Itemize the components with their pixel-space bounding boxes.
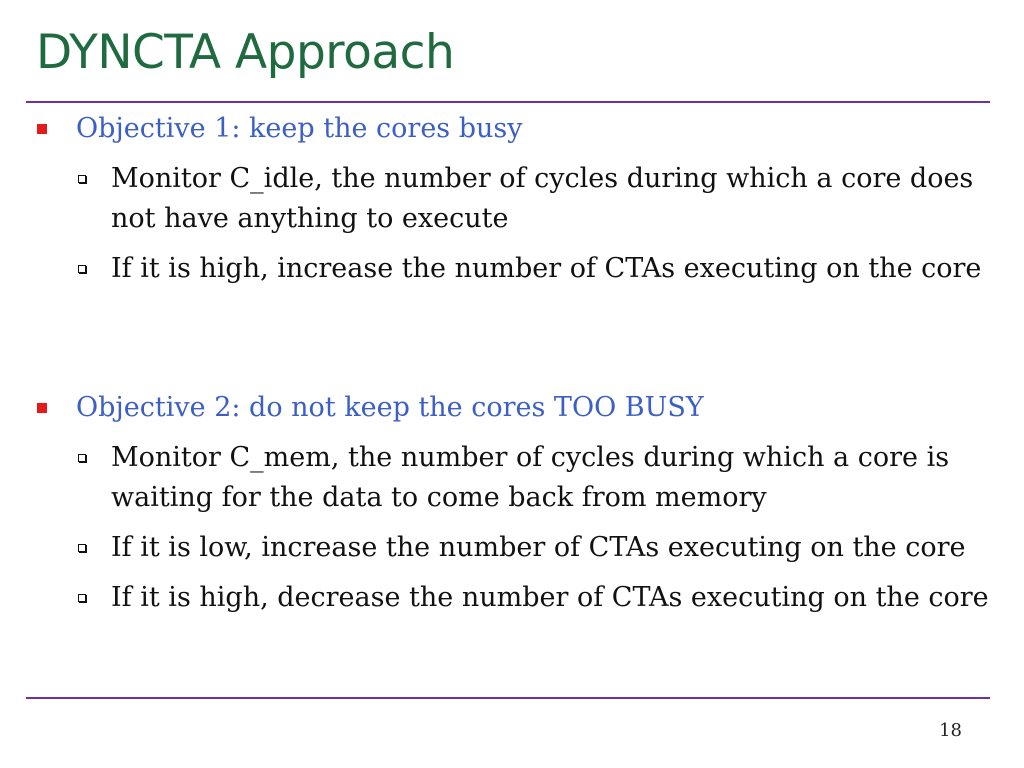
square-bullet-icon <box>37 124 47 134</box>
sub-bullet-text: Monitor C_idle, the number of cycles during which a core does not have anything to execute <box>111 163 974 234</box>
hollow-square-bullet-icon <box>78 175 86 183</box>
sub-bullet <box>111 438 991 518</box>
objective-heading-text: Objective 2: do not keep the cores TOO BUSY <box>76 392 704 423</box>
hollow-square-bullet-icon <box>78 544 86 552</box>
sub-bullet <box>111 249 991 289</box>
sub-bullet-text: Monitor C_mem, the number of cycles during which a core is waiting for the data to come back from memory <box>111 442 950 513</box>
page-number: 18 <box>939 720 962 741</box>
objective-heading-text: Objective 1: keep the cores busy <box>76 113 523 144</box>
hollow-square-bullet-icon <box>78 265 86 273</box>
hollow-square-bullet-icon <box>78 454 86 462</box>
hollow-square-bullet-icon <box>78 594 86 602</box>
square-bullet-icon <box>37 403 47 413</box>
sub-bullet-text: If it is high, increase the number of CTAs executing on the core <box>111 253 982 284</box>
slide-title: DYNCTA Approach <box>36 25 455 80</box>
objective-1-section <box>0 109 1024 289</box>
sub-bullet-text: If it is low, increase the number of CTAs executing on the core <box>111 532 966 563</box>
objective-heading <box>0 109 1024 149</box>
objective-heading <box>0 388 1024 428</box>
sub-bullet <box>111 159 991 239</box>
sub-bullet <box>111 578 991 618</box>
footer-divider <box>26 697 990 699</box>
sub-bullet <box>111 528 991 568</box>
objective-2-section <box>0 388 1024 618</box>
sub-bullet-text: If it is high, decrease the number of CTAs executing on the core <box>111 582 989 613</box>
